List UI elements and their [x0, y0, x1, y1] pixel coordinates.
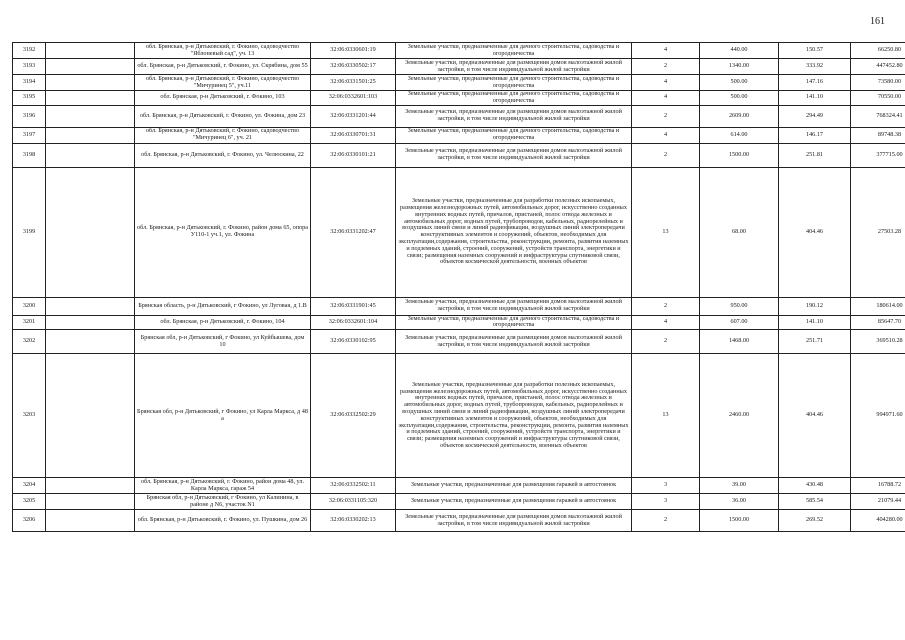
table-row: [13, 510, 905, 532]
cadastral-number-cell: 32:06:0330601:19: [311, 43, 396, 59]
area-cell: 1500.00: [700, 510, 779, 532]
use-group-cell: 4: [632, 315, 700, 330]
spacer-cell: [46, 143, 135, 167]
land-use-cell: Земельные участки, предназначенные для размещения домов малоэтажной жилой застройки, в том числе индивидуальной жилой застройки: [396, 59, 632, 75]
table-row: [13, 494, 905, 510]
cadastral-value-cell: 27503.28: [851, 167, 905, 297]
cadastral-value-cell: 369510.28: [851, 330, 905, 354]
use-group-cell: 4: [632, 91, 700, 106]
land-use-cell: Земельные участки, предназначенные для разработки полезных ископаемых, размещения железнодорожных путей, автомобильных дорог, искусственно созданных внутренних водных путей, причалов, пристаней, полос отвода железных и автомобильных дорог, водных путей, трубопроводов, кабельных, радиорелейных и воздушных линий связи и линий радиофикации, воздушных линий электропередачи конструктивных элементов и сооружений, объектов, необходимых для эксплуатации,содержания, строительства, реконструкции, ремонта, развития наземных и подземных зданий, строений, сооружений, устройств транспорта, энергетики и связи; размещения наземных сооружений и инфраструктуры спутниковой связи, объектов космической деятельности, военных объектов: [396, 167, 632, 297]
spacer-cell: [46, 478, 135, 494]
area-cell: 614.00: [700, 127, 779, 143]
area-cell: 500.00: [700, 75, 779, 91]
spacer-cell: [46, 297, 135, 315]
address-cell: Брянская обл, р-н Дятьковский, г Фокино, ул Карла Маркса, д 48 а: [135, 354, 311, 478]
address-cell: Брянская обл, р-н Дятьковский, г Фокино, ул Куйбышева, дом 10: [135, 330, 311, 354]
cadastral-number-cell: 32:06:0332502:29: [311, 354, 396, 478]
cadastral-value-cell: 89748.38: [851, 127, 905, 143]
area-cell: 36.00: [700, 494, 779, 510]
table-row: [13, 127, 905, 143]
cadastral-number-cell: 32:06:0332601:103: [311, 91, 396, 106]
use-group-cell: 2: [632, 143, 700, 167]
cadastral-value-cell: 404280.00: [851, 510, 905, 532]
land-use-cell: Земельные участки, предназначенные для размещения домов малоэтажной жилой застройки, в том числе индивидуальной жилой застройки: [396, 297, 632, 315]
spacer-cell: [46, 354, 135, 478]
specific-value-cell: 269.52: [779, 510, 851, 532]
table-row: [13, 91, 905, 106]
cadastral-value-cell: 66250.80: [851, 43, 905, 59]
table-row: [13, 478, 905, 494]
land-use-cell: Земельные участки, предназначенные для размещения домов малоэтажной жилой застройки, в том числе индивидуальной жилой застройки: [396, 105, 632, 127]
spacer-cell: [46, 167, 135, 297]
land-use-cell: Земельные участки, предназначенные для размещения домов малоэтажной жилой застройки, в том числе индивидуальной жилой застройки: [396, 330, 632, 354]
cadastral-value-cell: 377715.00: [851, 143, 905, 167]
specific-value-cell: 141.10: [779, 91, 851, 106]
use-group-cell: 3: [632, 478, 700, 494]
use-group-cell: 2: [632, 105, 700, 127]
cadastral-value-cell: 16788.72: [851, 478, 905, 494]
land-use-cell: Земельные участки, предназначенные для размещения гаражей и автостоянок: [396, 478, 632, 494]
use-group-cell: 13: [632, 354, 700, 478]
cadastral-value-cell: 180614.00: [851, 297, 905, 315]
cadastral-value-cell: 85647.70: [851, 315, 905, 330]
land-use-cell: Земельные участки, предназначенные для дачного строительства, садоводства и огородничества: [396, 91, 632, 106]
specific-value-cell: 141.10: [779, 315, 851, 330]
cadastral-number-cell: 32:06:0331202:47: [311, 167, 396, 297]
spacer-cell: [46, 105, 135, 127]
spacer-cell: [46, 330, 135, 354]
row-number-cell: 3199: [13, 167, 46, 297]
spacer-cell: [46, 494, 135, 510]
address-cell: обл. Брянская, р-н Дятьковский, г. Фокино, ул. Челюскина, 22: [135, 143, 311, 167]
table-row: [13, 59, 905, 75]
specific-value-cell: 430.48: [779, 478, 851, 494]
table-row: [13, 105, 905, 127]
cadastral-number-cell: 32:06:0330502:17: [311, 59, 396, 75]
row-number-cell: 3201: [13, 315, 46, 330]
specific-value-cell: 150.57: [779, 43, 851, 59]
table-row: [13, 315, 905, 330]
area-cell: 68.00: [700, 167, 779, 297]
table-row: [13, 143, 905, 167]
cadastral-value-cell: 73580.00: [851, 75, 905, 91]
table-row: [13, 167, 905, 297]
row-number-cell: 3195: [13, 91, 46, 106]
spacer-cell: [46, 315, 135, 330]
table-row: [13, 75, 905, 91]
use-group-cell: 2: [632, 297, 700, 315]
row-number-cell: 3197: [13, 127, 46, 143]
land-use-cell: Земельные участки, предназначенные для дачного строительства, садоводства и огородничества: [396, 127, 632, 143]
cadastral-value-cell: 994971.60: [851, 354, 905, 478]
use-group-cell: 13: [632, 167, 700, 297]
address-cell: обл. Брянская, р-н Дятьковский, г. Фокино, район дома 65, опора У110-1 уч.1, ул. Фокина: [135, 167, 311, 297]
use-group-cell: 3: [632, 494, 700, 510]
area-cell: 39.00: [700, 478, 779, 494]
use-group-cell: 4: [632, 43, 700, 59]
address-cell: обл. Брянская, р-н Дятьковский, г. Фокино, садоводчество "Яблоневый сад", уч. 13: [135, 43, 311, 59]
specific-value-cell: 190.12: [779, 297, 851, 315]
use-group-cell: 2: [632, 330, 700, 354]
table-body: [13, 43, 905, 532]
area-cell: 2609.00: [700, 105, 779, 127]
use-group-cell: 2: [632, 59, 700, 75]
row-number-cell: 3203: [13, 354, 46, 478]
area-cell: 1500.00: [700, 143, 779, 167]
address-cell: Брянская область, р-н Дятьковский, г Фокино, ул Луговая, д 1.В: [135, 297, 311, 315]
address-cell: обл. Брянская, р-н Дятьковский, г. Фокино, район дома 48, ул. Карла Маркса, гараж 54: [135, 478, 311, 494]
table-row: [13, 330, 905, 354]
row-number-cell: 3196: [13, 105, 46, 127]
use-group-cell: 4: [632, 75, 700, 91]
area-cell: 2460.00: [700, 354, 779, 478]
area-cell: 1340.00: [700, 59, 779, 75]
row-number-cell: 3204: [13, 478, 46, 494]
address-cell: обл. Брянская, р-н Дятьковский, г. Фокино, ул. Скрябина, дом 55: [135, 59, 311, 75]
cadastral-value-cell: 447452.80: [851, 59, 905, 75]
row-number-cell: 3198: [13, 143, 46, 167]
specific-value-cell: 585.54: [779, 494, 851, 510]
address-cell: обл. Брянская, р-н Дятьковский, г. Фокино, 103: [135, 91, 311, 106]
page-number: 161: [870, 16, 885, 27]
land-use-cell: Земельные участки, предназначенные для дачного строительства, садоводства и огородничества: [396, 315, 632, 330]
area-cell: 607.00: [700, 315, 779, 330]
row-number-cell: 3193: [13, 59, 46, 75]
specific-value-cell: 251.71: [779, 330, 851, 354]
specific-value-cell: 147.16: [779, 75, 851, 91]
row-number-cell: 3202: [13, 330, 46, 354]
area-cell: 950.00: [700, 297, 779, 315]
cadastral-value-cell: 70550.00: [851, 91, 905, 106]
address-cell: обл. Брянская, р-н Дятьковский, г. Фокино, садоводчество "Мичуринец 5", уч.11: [135, 75, 311, 91]
table-row: [13, 43, 905, 59]
area-cell: 1468.00: [700, 330, 779, 354]
cadastral-value-cell: 21079.44: [851, 494, 905, 510]
use-group-cell: 4: [632, 127, 700, 143]
table-row: [13, 297, 905, 315]
cadastral-number-cell: 32:06:0330102:95: [311, 330, 396, 354]
land-registry-table: [12, 42, 905, 532]
spacer-cell: [46, 91, 135, 106]
cadastral-number-cell: 32:06:0332601:104: [311, 315, 396, 330]
address-cell: обл. Брянская, р-н Дятьковский, г. Фокино, садоводчество "Мичуринец 6", уч. 21: [135, 127, 311, 143]
cadastral-number-cell: 32:06:0331201:44: [311, 105, 396, 127]
address-cell: обл. Брянская, р-н Дятьковский, г. Фокино, 104: [135, 315, 311, 330]
address-cell: Брянская обл, р-н Дятьковский, г Фокино, ул Калинина, в районе д N6, участок N1: [135, 494, 311, 510]
address-cell: обл. Брянская, р-н Дятьковский, г. Фокино, ул. Фокина, дом 23: [135, 105, 311, 127]
spacer-cell: [46, 127, 135, 143]
cadastral-number-cell: 32:06:0330101:21: [311, 143, 396, 167]
row-number-cell: 3192: [13, 43, 46, 59]
cadastral-number-cell: 32:06:0330202:13: [311, 510, 396, 532]
cadastral-number-cell: 32:06:0332502:11: [311, 478, 396, 494]
cadastral-number-cell: 32:06:0331901:45: [311, 297, 396, 315]
use-group-cell: 2: [632, 510, 700, 532]
land-use-cell: Земельные участки, предназначенные для размещения домов малоэтажной жилой застройки, в том числе индивидуальной жилой застройки: [396, 510, 632, 532]
cadastral-number-cell: 32:06:0330701:31: [311, 127, 396, 143]
specific-value-cell: 404.46: [779, 167, 851, 297]
specific-value-cell: 251.81: [779, 143, 851, 167]
specific-value-cell: 333.92: [779, 59, 851, 75]
table-row: [13, 354, 905, 478]
specific-value-cell: 404.46: [779, 354, 851, 478]
specific-value-cell: 294.49: [779, 105, 851, 127]
land-use-cell: Земельные участки, предназначенные для размещения гаражей и автостоянок: [396, 494, 632, 510]
specific-value-cell: 146.17: [779, 127, 851, 143]
row-number-cell: 3194: [13, 75, 46, 91]
cadastral-value-cell: 768324.41: [851, 105, 905, 127]
cadastral-number-cell: 32:06:0331105:320: [311, 494, 396, 510]
land-use-cell: Земельные участки, предназначенные для дачного строительства, садоводства и огородничества: [396, 43, 632, 59]
spacer-cell: [46, 510, 135, 532]
cadastral-number-cell: 32:06:0331501:25: [311, 75, 396, 91]
spacer-cell: [46, 75, 135, 91]
row-number-cell: 3200: [13, 297, 46, 315]
spacer-cell: [46, 59, 135, 75]
row-number-cell: 3206: [13, 510, 46, 532]
spacer-cell: [46, 43, 135, 59]
land-use-cell: Земельные участки, предназначенные для разработки полезных ископаемых, размещения железнодорожных путей, автомобильных дорог, искусственно созданных внутренних водных путей, причалов, пристаней, полос отвода железных и автомобильных дорог, водных путей, трубопроводов, кабельных, радиорелейных и воздушных линий связи и линий радиофикации, воздушных линий электропередачи конструктивных элементов и сооружений, объектов, необходимых для эксплуатации,содержания, строительства, реконструкции, ремонта, развития наземных и подземных зданий, строений, сооружений, устройств транспорта, энергетики и связи; размещения наземных сооружений и инфраструктуры спутниковой связи, объектов космической деятельности, военных объектов: [396, 354, 632, 478]
land-use-cell: Земельные участки, предназначенные для дачного строительства, садоводства и огородничества: [396, 75, 632, 91]
address-cell: обл. Брянская, р-н Дятьковский, г. Фокино, ул. Пушкина, дом 26: [135, 510, 311, 532]
area-cell: 440.00: [700, 43, 779, 59]
row-number-cell: 3205: [13, 494, 46, 510]
land-use-cell: Земельные участки, предназначенные для размещения домов малоэтажной жилой застройки, в том числе индивидуальной жилой застройки: [396, 143, 632, 167]
area-cell: 500.00: [700, 91, 779, 106]
